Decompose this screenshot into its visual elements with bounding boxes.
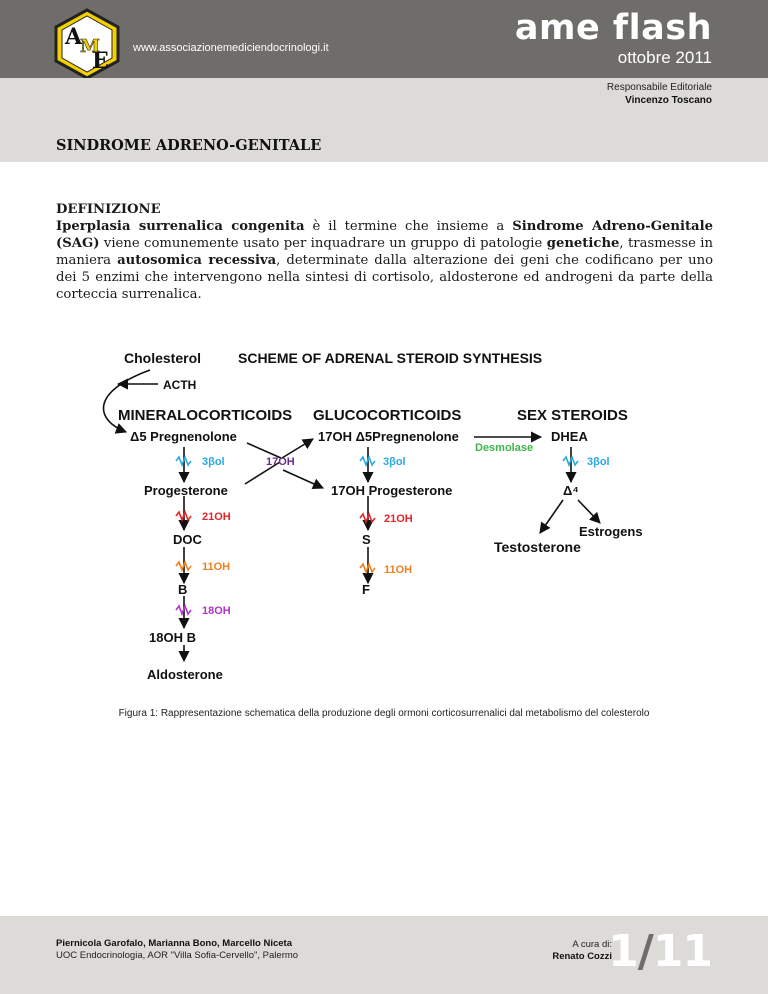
definition-paragraph: DEFINIZIONE Iperplasia surrenalica congenita è il termine che insieme a Sindrome Adreno-Genitale (SAG) viene comunemente usato per inquadrare un gruppo di patologie genetiche, trasmesse in maniera autosomica recessiva, determinate dalla alterazione dei geni che codificano per uno dei 5 enzimi che intervengono nella sintesi di cortisolo, aldosterone ed androgeni da parte della corteccia surrenalica. <box>56 202 714 302</box>
enzyme-21oh-mineralo: 21OH <box>202 511 231 523</box>
cross-arrow-to-17oh-progesterone <box>283 470 323 488</box>
enzyme-11oh-mineralo: 11OH <box>202 561 231 573</box>
page-separator: / <box>637 926 653 977</box>
scheme-title: SCHEME OF ADRENAL STEROID SYNTHESIS <box>238 350 543 366</box>
enzyme-18oh: 18OH <box>202 605 231 617</box>
enzyme-11oh-gluco: 11OH <box>384 564 413 576</box>
header-glucocorticoids: GLUCOCORTICOIDS <box>313 407 462 424</box>
node-estrogens: Estrogens <box>579 524 643 539</box>
node-delta4: Δ⁴ <box>563 483 579 498</box>
node-testosterone: Testosterone <box>494 539 581 555</box>
gluco-column-arrows <box>360 447 375 583</box>
affiliation: UOC Endocrinologia, AOR "Villa Sofia-Cervello", Palermo <box>56 950 299 961</box>
node-17oh-pregnenolone: 17OH Δ5Pregnenolone <box>318 429 459 444</box>
node-s: S <box>362 532 371 547</box>
enzyme-3bol-sex: 3βol <box>587 456 610 468</box>
node-f: F <box>362 582 370 597</box>
node-b: B <box>178 582 188 597</box>
node-aldosterone: Aldosterone <box>147 667 223 682</box>
node-17oh-progesterone: 17OH Progesterone <box>331 483 453 498</box>
header-sex-steroids: SEX STEROIDS <box>517 407 628 424</box>
page-total: 11 <box>652 926 712 977</box>
enzyme-21oh-gluco: 21OH <box>384 513 413 525</box>
page-current: 1 <box>608 926 638 977</box>
logo-letter-a: A <box>65 24 83 50</box>
authors: Piernicola Garofalo, Marianna Bono, Marcello Niceta <box>56 938 292 949</box>
enzyme-3bol-gluco: 3βol <box>383 456 406 468</box>
term-sag: Sindrome Adreno-Genitale (SAG) <box>56 219 713 251</box>
term-genetiche: genetiche <box>546 236 620 251</box>
enzyme-desmolase: Desmolase <box>475 442 534 454</box>
header-mineralocorticoids: MINERALOCORTICOIDS <box>118 407 293 424</box>
logo-letter-e: E <box>92 48 109 74</box>
curator-name: Renato Cozzi <box>552 951 612 962</box>
page-number <box>608 926 712 977</box>
enzyme-3bol-mineralo: 3βol <box>202 456 225 468</box>
issue-date: ottobre 2011 <box>617 48 712 67</box>
node-doc: DOC <box>173 532 202 547</box>
editor-role: Responsabile Editoriale <box>606 82 712 93</box>
mineralo-column-arrows <box>176 447 191 661</box>
article-title: SINDROME ADRENO-GENITALE <box>56 137 322 154</box>
enzyme-17oh: 17OH <box>266 456 295 468</box>
label-cholesterol: Cholesterol <box>124 350 202 366</box>
brand-title: ame flash <box>514 8 712 48</box>
figure-caption: Figura 1: Rappresentazione schematica della produzione degli ormoni corticosurrenalici dal metabolismo del colesterolo <box>118 708 650 719</box>
label-acth: ACTH <box>163 378 197 392</box>
term-autosomica: autosomica recessiva <box>117 253 277 268</box>
node-dhea: DHEA <box>551 429 588 444</box>
definition-heading: DEFINIZIONE <box>56 202 161 217</box>
site-url[interactable]: www.associazionemediciendocrinologi.it <box>133 42 329 54</box>
node-progesterone: Progesterone <box>144 483 228 498</box>
node-18oh-b: 18OH B <box>149 630 196 645</box>
curated-by-label: A cura di: <box>572 939 612 950</box>
editor-name: Vincenzo Toscano <box>625 95 712 106</box>
term-iperplasia: Iperplasia surrenalica congenita <box>56 219 305 234</box>
logo-letter-m: M <box>80 36 100 57</box>
node-pregnenolone: Δ5 Pregnenolone <box>130 429 237 444</box>
